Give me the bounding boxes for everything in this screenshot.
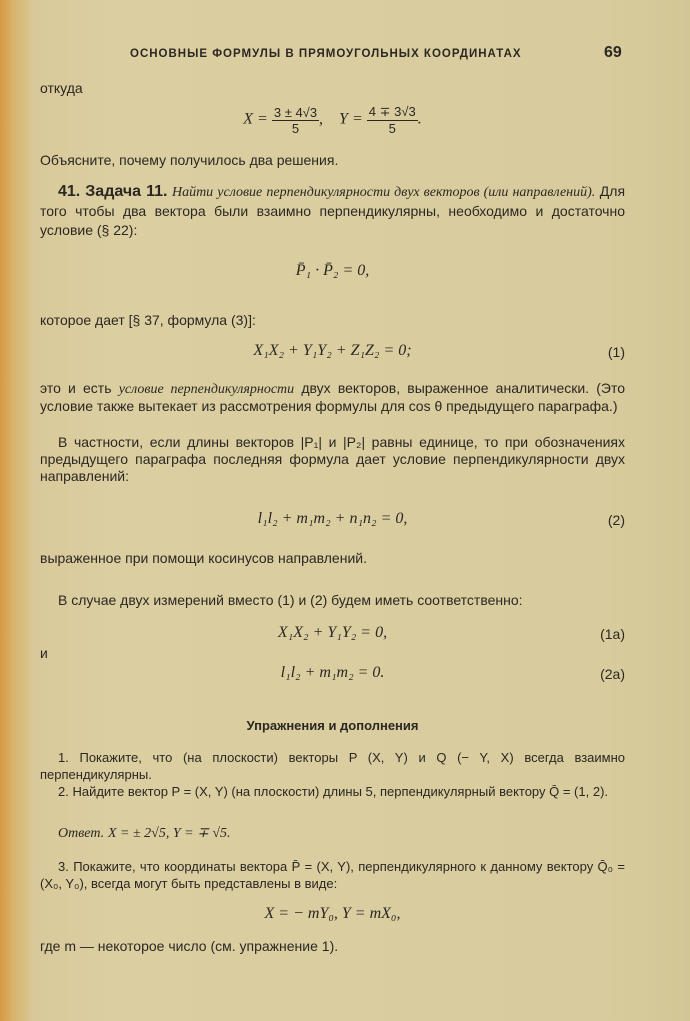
paragraph-particular: В частности, если длины векторов |P₁| и |P₂| равны единице, то при обозначениях предыдущего параграфа последняя формула дает условие перпендикулярности двух направлений:: [40, 434, 625, 484]
text-cosines: выраженное при помощи косинусов направлений.: [40, 550, 367, 566]
running-header: ОСНОВНЫЕ ФОРМУЛЫ В ПРЯМОУГОЛЬНЫХ КООРДИНАТАХ: [130, 48, 522, 60]
exercise-3: 3. Покажите, что координаты вектора P̄ = (X, Y), перпендикулярного к данному вектору Q̄₀ = (X₀, Y₀), всегда могут быть представлены в виде:: [40, 859, 625, 891]
equation-number-1a: (1a): [600, 626, 625, 642]
formula-x-label: X =: [243, 110, 268, 128]
text: двух векторов, выраженное аналитически. (Это условие также вытекает из рассмотрения формулы для cos θ предыдущего параграфа.): [40, 380, 626, 414]
text-explain: Объясните, почему получилось два решения.: [40, 152, 339, 168]
answer: [40, 824, 625, 842]
formula-1: X₁X₂ + Y₁Y₂ + Z₁Z₂ = 0;: [253, 342, 412, 359]
section-title: Найти условие перпендикулярности двух векторов (или направлений).: [171, 185, 596, 200]
section-41: [40, 182, 625, 240]
text-case: В случае двух измерений вместо (1) и (2) будем иметь соответственно:: [58, 592, 523, 608]
answer-value: X = ± 2√5, Y = ∓ √5.: [108, 826, 231, 841]
text: это и есть: [40, 380, 112, 396]
exercise-2: 2. Найдите вектор P = (X, Y) (на плоскости) длины 5, перпендикулярный вектору Q̄ = (1, 2).: [58, 784, 609, 799]
text-and: и: [40, 645, 48, 661]
formula-dot: P̄₁ · P̄₂ = 0,: [295, 262, 370, 279]
equation-number-1: (1): [607, 344, 625, 360]
formula-2a: l₁l₂ + m₁m₂ = 0.: [280, 664, 385, 681]
formula-3: X = − mY₀, Y = mX₀,: [264, 905, 401, 922]
fraction-y: [367, 104, 418, 136]
section-number: 41. Задача 11.: [58, 183, 168, 200]
formula-y-label: Y =: [339, 110, 363, 128]
equation-number-2: (2): [607, 512, 625, 528]
formula-2: l₁l₂ + m₁m₂ + n₁n₂ = 0,: [257, 510, 408, 527]
paragraph-condition: [40, 380, 625, 415]
formula-1a: X₁X₂ + Y₁Y₂ = 0,: [277, 624, 388, 641]
emphasis: условие перпендикулярности: [118, 382, 295, 397]
section-text: Для того чтобы два вектора были взаимно перпендикулярны, необходимо и достаточно условие (§ 22):: [40, 183, 626, 238]
denominator: 5: [388, 121, 396, 136]
text-otkuda: откуда: [40, 80, 83, 96]
text-gives: которое дает [§ 37, формула (3)]:: [40, 312, 256, 328]
exercises-heading: Упражнения и дополнения: [246, 718, 419, 733]
text-where: где m — некоторое число (см. упражнение 1).: [40, 938, 339, 954]
exercise-1: 1. Покажите, что (на плоскости) векторы P (X, Y) и Q (− Y, X) всегда взаимно перпендикулярны.: [40, 750, 625, 782]
denominator: 5: [291, 120, 300, 136]
fraction-x: [272, 105, 319, 136]
page-number: 69: [604, 44, 622, 61]
formula-xy: X = $\frac{3 \pm 4√3}{5}$ , Y = $\frac{4 \mp 3√3}{5}$ .: [243, 104, 422, 136]
answer-label: Ответ.: [58, 826, 105, 841]
numerator: 4 ∓ 3√3: [368, 104, 416, 119]
equation-number-2a: (2a): [600, 666, 625, 682]
numerator: 3 ± 4√3: [273, 104, 318, 120]
